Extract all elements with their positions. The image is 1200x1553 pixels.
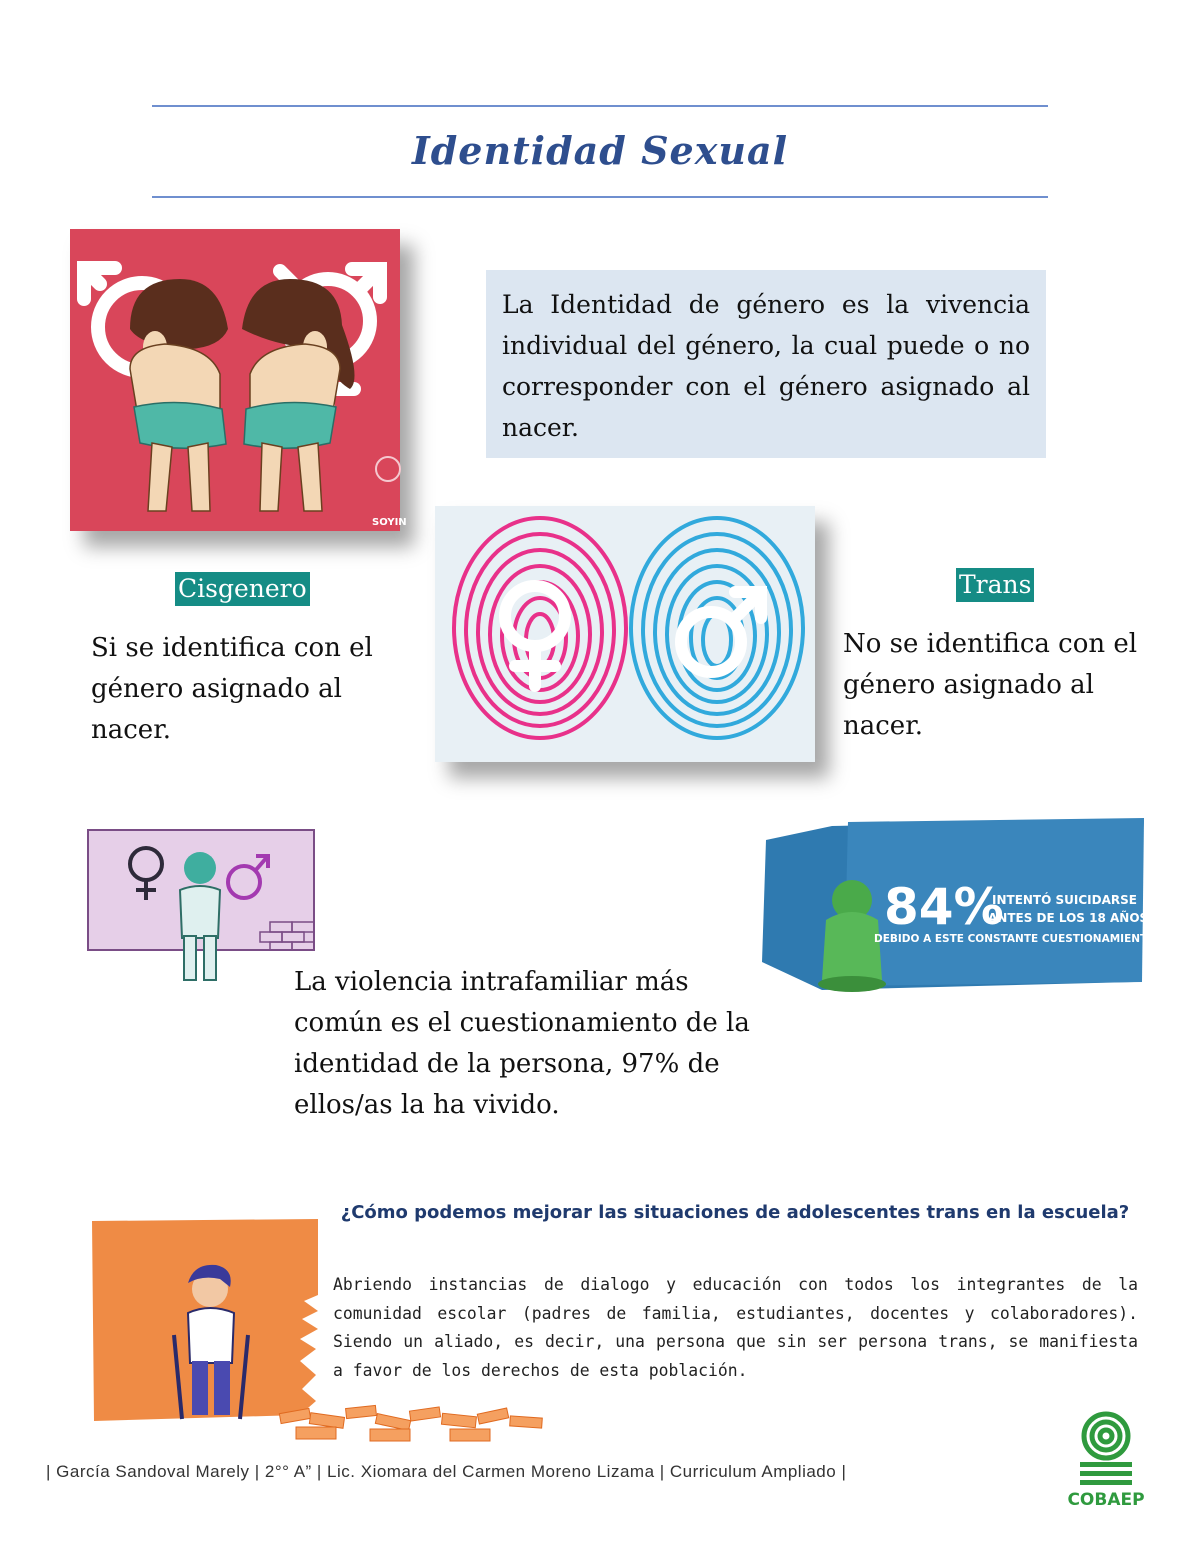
footer-info: | García Sandoval Marely | 2°° A” | Lic. Xiomara del Carmen Moreno Lizama | Curriculum Ampliado | [46,1462,847,1481]
trans-label: Trans [956,568,1034,602]
kids-watermark: SOYIN [372,517,407,528]
suicide-statistic-banner [752,812,1162,1002]
violence-paragraph: La violencia intrafamiliar más común es el cuestionamiento de la identidad de la persona, 97% de ellos/as la ha vivido. [294,967,750,1120]
definition-box: La Identidad de género es la vivencia individual del género, la cual puede o no corresponder con el género asignado al nacer. [486,270,1046,458]
trans-definition: No se identifica con el género asignado al nacer. [843,629,1138,741]
logo-spiral-icon [1084,1414,1128,1458]
cisgenero-definition: Si se identifica con el género asignado al nacer. [91,633,373,745]
logo-text: COBAEP [1067,1490,1145,1510]
banner-line-2: ANTES DE LOS 18 AÑOS [988,911,1149,925]
children-gender-illustration [70,229,407,531]
banner-line-1: INTENTÓ SUICIDARSE [992,893,1137,907]
header-rule-top [152,105,1048,107]
person-between-symbols-illustration [80,826,318,992]
banner-line-3: DEBIDO A ESTE CONSTANTE CUESTIONAMIENTO* [874,933,1162,945]
broken-bricks [279,1405,542,1441]
question-title: ¿Cómo podemos mejorar las situaciones de adolescentes trans en la escuela? [340,1202,1130,1223]
question-answer: Abriendo instancias de dialogo y educación con todos los integrantes de la comunidad escolar (padres de familia, estudiantes, docentes y colaboradores). Siendo un aliado, es decir, una persona que sin ser persona trans, se manifiesta a favor de los derechos de esta población. [333,1275,1138,1380]
cobaep-logo [1058,1410,1154,1510]
cisgenero-label: Cisgenero [175,572,310,606]
header-rule-bottom [152,196,1048,198]
person-figure [180,852,220,980]
page-title: Identidad Sexual [411,128,789,173]
fingerprints-gender-image [435,506,815,762]
banner-percent: 84% [884,878,1004,936]
